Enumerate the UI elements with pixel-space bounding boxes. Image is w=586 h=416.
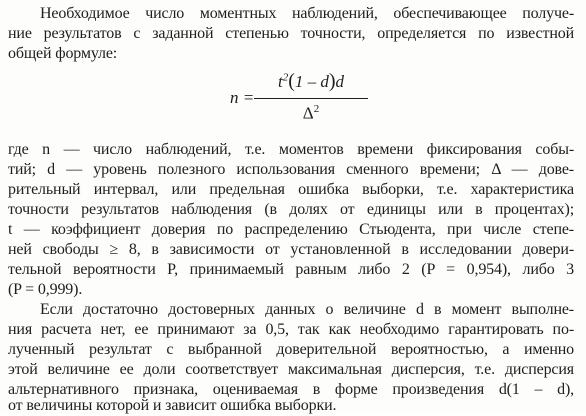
paragraph-2-line-7: тельной вероятности P, принимаемый равным либо 2 (P = 0,954), либо 3 — [8, 261, 574, 278]
paragraph-3-line-1: Если достаточно достоверных данных о величине d в момент выполне- — [40, 301, 574, 318]
formula-denominator — [252, 103, 370, 124]
formula-numerator — [252, 70, 370, 93]
paragraph-3-line-3: лученный результат с выбранной доверительной вероятностью, а именно — [8, 341, 574, 358]
paragraph-3-line-4: этой величине ее доли соответствует максимальная дисперсия, т.е. дисперсия — [8, 361, 574, 378]
paragraph-2-line-6: ней свободы ≥ 8, в зависимости от установленной в исследовании довери- — [8, 241, 574, 258]
paragraph-2-line-4: точности результатов наблюдения (в долях от единицы или в процентах); — [8, 201, 574, 218]
formula-close-paren: ) — [328, 70, 336, 92]
paragraph-3-line-5: альтернативного признака, оцениваемая в форме произведения d(1 – d), — [8, 381, 574, 398]
paragraph-2-line-5: t — коэффициент доверия по распределению Стьюдента, при числе степе- — [8, 221, 574, 238]
paragraph-2-line-2: тий; d — уровень полезного использования сменного времени; Δ — дове- — [8, 161, 574, 178]
paragraph-3-line-2: ния расчета нет, ее принимают за 0,5, так как необходимо гарантировать по- — [8, 321, 574, 338]
paragraph-3-line-6: от величины которой и зависит ошибка выборки. — [8, 397, 337, 414]
paragraph-2-line-1: где n — число наблюдений, т.е. моментов времени фиксирования собы- — [8, 141, 574, 158]
paragraph-1-line-3: общей формуле: — [8, 45, 118, 62]
paragraph-1-line-1: Необходимое число моментных наблюдений, обеспечивающее получе- — [40, 5, 574, 22]
formula-t: t — [277, 72, 283, 91]
formula-delta-exponent: 2 — [313, 103, 320, 115]
fraction-bar — [254, 98, 368, 99]
sample-size-formula — [230, 70, 380, 130]
formula-lhs: n = — [230, 88, 255, 107]
formula-open-paren: ( — [288, 70, 295, 92]
formula-inner: 1 – d — [294, 72, 329, 91]
formula-delta: Δ — [302, 103, 314, 123]
paragraph-1-line-2: ние результатов с заданной степенью точности, определяется по известной — [8, 25, 574, 42]
paragraph-2-line-3: рительный интервал, или предельная ошибка выборки, т.е. характеристика — [8, 181, 574, 198]
formula-d: d — [335, 72, 345, 91]
formula-t-exponent: 2 — [282, 71, 289, 84]
paragraph-2-line-8: (P = 0,999). — [8, 281, 83, 298]
